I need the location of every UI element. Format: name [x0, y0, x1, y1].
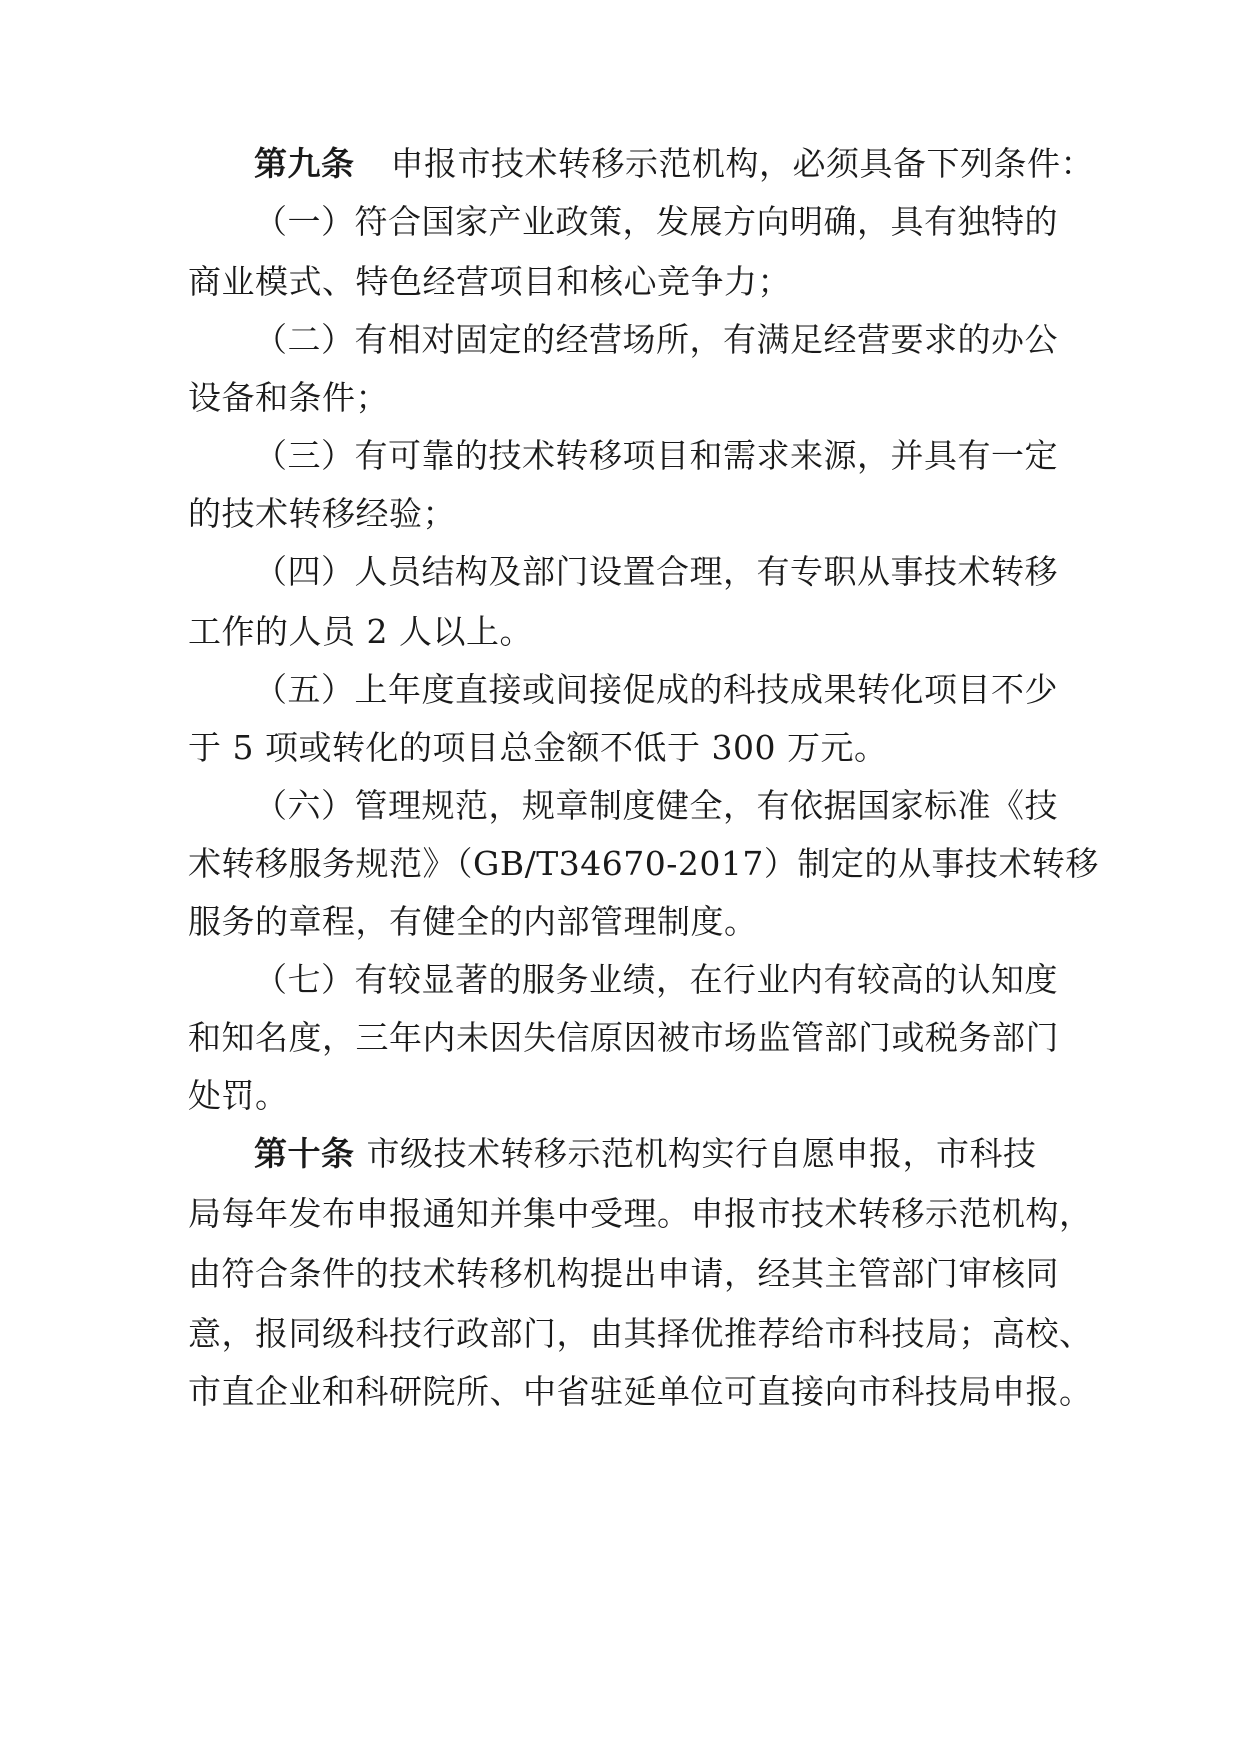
item4-line1: （四）人员结构及部门设置合理，有专职从事技术转移 [254, 552, 1058, 591]
item5-line2: 于 5 项或转化的项目总金额不低于 300 万元。 [188, 728, 888, 767]
item7-line1: （七）有较显著的服务业绩，在行业内有较高的认知度 [254, 960, 1058, 999]
article9-heading: 第九条 [254, 144, 355, 183]
item7-line2: 和知名度，三年内未因失信原因被市场监管部门或税务部门 [188, 1018, 1059, 1057]
article10-line5: 市直企业和科研院所、中省驻延单位可直接向市科技局申报。 [188, 1372, 1093, 1411]
item4-line2: 工作的人员 2 人以上。 [188, 612, 533, 651]
article10-heading: 第十条 [254, 1134, 355, 1173]
article10-heading-line [0, 1124, 1241, 1184]
item1-line2: 商业模式、特色经营项目和核心竞争力； [188, 262, 791, 301]
article9-title: 申报市技术转移示范机构，必须具备下列条件： [390, 144, 1094, 183]
item7-line3: 处罚。 [188, 1076, 289, 1115]
item2-line2: 设备和条件； [188, 378, 389, 417]
item2-line1: （二）有相对固定的经营场所，有满足经营要求的办公 [254, 320, 1058, 359]
item5-line1: （五）上年度直接或间接促成的科技成果转化项目不少 [254, 670, 1058, 709]
item1-line1: （一）符合国家产业政策，发展方向明确，具有独特的 [254, 202, 1058, 241]
item3-line1: （三）有可靠的技术转移项目和需求来源，并具有一定 [254, 436, 1058, 475]
article10-line1: 市级技术转移示范机构实行自愿申报，市科技 [366, 1134, 1037, 1173]
item3-line2: 的技术转移经验； [188, 494, 456, 533]
item6-line1: （六）管理规范，规章制度健全，有依据国家标准《技 [254, 786, 1058, 825]
item6-line2: 术转移服务规范》（GB/T34670-2017）制定的从事技术转移 [188, 844, 1099, 883]
item6-line3: 服务的章程，有健全的内部管理制度。 [188, 902, 758, 941]
article10-line4: 意，报同级科技行政部门，由其择优推荐给市科技局；高校、 [188, 1314, 1093, 1353]
article9-heading-line [0, 134, 1241, 194]
article10-line3: 由符合条件的技术转移机构提出申请，经其主管部门审核同 [188, 1254, 1059, 1293]
article10-line2: 局每年发布申报通知并集中受理。申报市技术转移示范机构， [188, 1194, 1093, 1233]
